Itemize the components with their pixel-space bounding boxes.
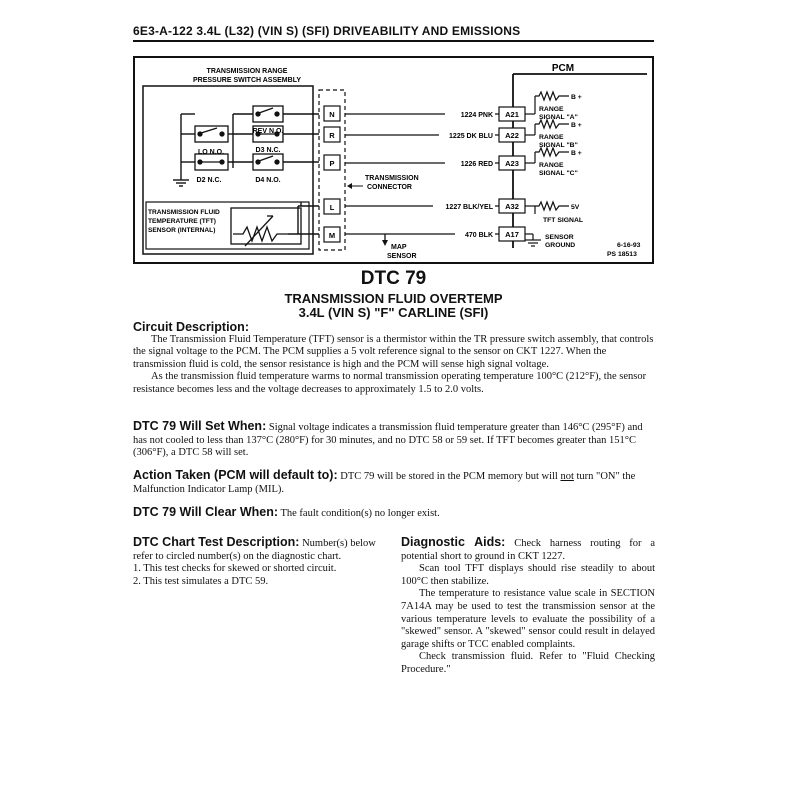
connector-pin: M [328, 231, 336, 240]
pcm-pin: A17 [505, 230, 519, 239]
sensor-ground-label: SENSOR [545, 234, 574, 241]
signal-label: SIGNAL "C" [539, 170, 578, 177]
diagram-date: 6-16-93 [617, 242, 641, 249]
pcm-pin: A21 [505, 110, 519, 119]
dtc-title: DTC 79 [360, 268, 427, 289]
chart-test-description [133, 536, 385, 588]
thermistor-icon [231, 208, 301, 246]
diagram-ps-number: PS 18513 [607, 251, 637, 258]
switch-label: D2 N.C. [196, 177, 222, 184]
switch-label: D4 N.O. [255, 177, 281, 184]
section-heading: DTC 79 Will Set When: [133, 419, 267, 433]
ground-icon [173, 180, 189, 186]
connector-pin: P [329, 159, 335, 168]
chart-test-item: 1. This test checks for skewed or shorted circuit. [133, 563, 337, 575]
set-text: Signal voltage indicates a transmission fluid temperature greater than 146°C (295°F) and has not cooled to less than 137°C (280°F) for 30 minutes, and no DTC 58 or 59 set. If TFT becomes greater than 151°C (306°F), a DTC 58 will set. [133, 422, 643, 459]
action-taken [133, 469, 654, 496]
wire-label: 1226 RED [460, 161, 493, 168]
b-plus-label: B + [571, 122, 582, 129]
set-conditions [133, 420, 654, 460]
chart-test-item: 2. This test simulates a DTC 59. [133, 575, 269, 587]
pcm-pin: A23 [505, 159, 519, 168]
sensor-ground-label: GROUND [545, 242, 576, 249]
wire-label: 470 BLK [464, 232, 493, 239]
diagnostic-aids [401, 536, 655, 677]
map-arrow [382, 240, 388, 246]
assembly-label: TRANSMISSION RANGE [206, 68, 288, 75]
circuit-paragraph: The Transmission Fluid Temperature (TFT) sensor is a thermistor within the TR pressure switch assembly, that controls the signal voltage to the PCM. The PCM supplies a 5 volt reference signal to the sensor on CKT 1227. When the transmission fluid is cold, the sensor resistance is high and the PCM will sense high signal voltage. [133, 333, 654, 370]
clear-conditions [133, 506, 654, 521]
signal-label: RANGE [539, 162, 564, 169]
tft-signal-label: TFT SIGNAL [543, 217, 584, 224]
clear-text: The fault condition(s) no longer exist. [280, 508, 440, 519]
section-heading: Action Taken (PCM will default to): [133, 468, 338, 482]
five-volt-label: 5V [571, 204, 580, 211]
dtc-subtitle: TRANSMISSION FLUID OVERTEMP [284, 291, 503, 306]
connector-pin: L [329, 203, 335, 212]
dtc-subtitle: 3.4L (VIN S) "F" CARLINE (SFI) [298, 305, 489, 320]
aids-paragraph: Check transmission fluid. Refer to "Fluid Checking Procedure." [401, 651, 655, 675]
pcm-pin: A22 [505, 131, 519, 140]
aids-paragraph: The temperature to resistance value scale in SECTION 7A14A may be used to test the transmission sensor at the various temperature levels to evaluate the possibility of a "skewed" sensor. A "skewed" sensor could result in delayed garage shifts or TCC enabled complaints. [401, 588, 655, 650]
connector-pin: N [329, 110, 335, 119]
signal-label: RANGE [539, 106, 564, 113]
switch-icon [195, 154, 228, 170]
switch-label: REV N.O. [252, 128, 284, 135]
switch-icon [253, 154, 283, 170]
signal-label: SIGNAL "A" [539, 114, 578, 121]
wire-label: 1227 BLK/YEL [445, 204, 493, 211]
aids-paragraph: Check harness routing for a potential short to ground in CKT 1227. [401, 538, 655, 562]
action-text: turn "ON" the Malfunction Indicator Lamp (MIL). [133, 471, 636, 495]
page-header: 6E3-A-122 3.4L (L32) (VIN S) (SFI) DRIVEABILITY AND EMISSIONS [133, 24, 521, 38]
chart-test-intro: Number(s) below refer to circled number(s) on the diagnostic chart. [133, 538, 376, 562]
circuit-description [133, 321, 654, 397]
section-heading: Circuit Description: [133, 320, 249, 334]
tft-label: TEMPERATURE (TFT) [148, 218, 217, 225]
switch-label: D3 N.C. [255, 147, 281, 154]
assembly-label: PRESSURE SWITCH ASSEMBLY [193, 77, 301, 84]
section-heading: Diagnostic Aids: [401, 535, 506, 549]
tft-label: TRANSMISSION FLUID [148, 209, 220, 216]
map-label: SENSOR [387, 253, 417, 260]
circuit-paragraph: As the transmission fluid temperature warms to normal transmission operating temperature 100°C (212°F), the sensor resistance becomes less and the voltage decreases to approximately 1.5 to 2.0 volts. [133, 371, 647, 395]
pcm-label: PCM [551, 63, 575, 74]
connector-label: TRANSMISSION [365, 175, 419, 182]
connector-label: CONNECTOR [367, 184, 412, 191]
action-text: DTC 79 will be stored in the PCM memory but will [340, 471, 558, 482]
wiring-diagram [133, 56, 654, 264]
switch-icon [195, 126, 228, 142]
switch-icon [253, 106, 283, 122]
section-heading: DTC 79 Will Clear When: [133, 505, 279, 519]
pcm-pin: A32 [505, 202, 519, 211]
b-plus-label: B + [571, 94, 582, 101]
tft-label: SENSOR (INTERNAL) [148, 227, 216, 234]
wire-label: 1224 PNK [460, 112, 493, 119]
section-heading: DTC Chart Test Description: [133, 535, 300, 549]
action-text-underlined: not [560, 471, 574, 482]
connector-pin: R [329, 131, 335, 140]
aids-paragraph: Scan tool TFT displays should rise steadily to about 100°C then stabilize. [401, 563, 655, 587]
map-label: MAP [391, 244, 407, 251]
signal-label: SIGNAL "B" [539, 142, 578, 149]
switch-label: LO N.O. [197, 149, 225, 156]
b-plus-label: B + [571, 150, 582, 157]
wire-label: 1225 DK BLU [449, 133, 493, 140]
signal-label: RANGE [539, 134, 564, 141]
header-rule [133, 40, 654, 42]
